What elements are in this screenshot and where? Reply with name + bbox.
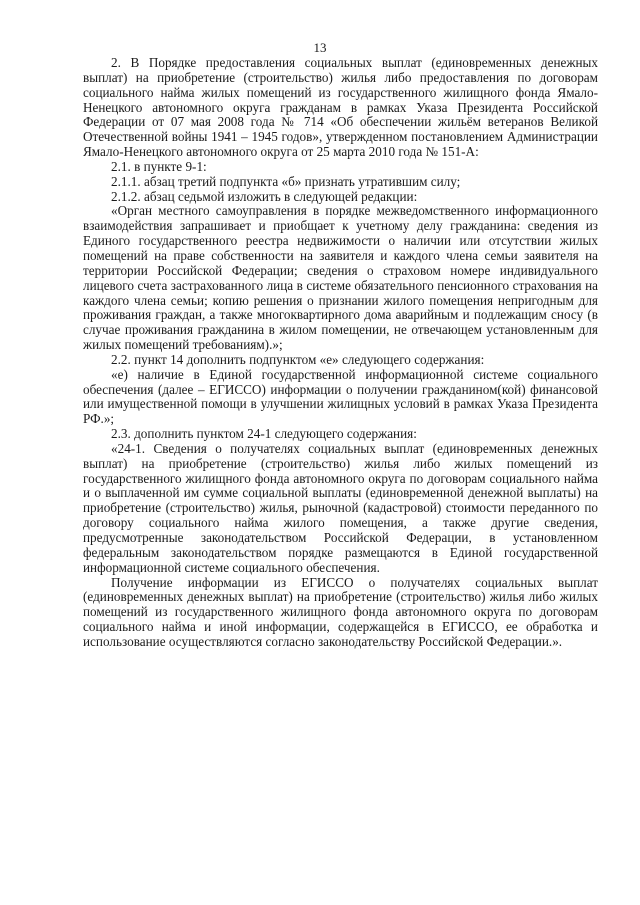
- paragraph-item-2-1: 2.1. в пункте 9-1:: [111, 158, 207, 174]
- page-number: 13: [313, 40, 327, 55]
- paragraph-item-2-3: 2.3. дополнить пунктом 24-1 следующего содержания:: [111, 426, 417, 442]
- document-body: [83, 56, 598, 650]
- paragraph-item-24-1: «24-1. Сведения о получателях социальных выплат (единовременных денежных выплат) на приобретение (строительство) жилья либо жилых помещений из государственного жилищного фонда автономного округа по договорам социального найма и о выплаченной им сумме социальной выплаты (единовременной денежной выплаты) на приобретение (строительство) жилья, рыночной (кадастровой) стоимости переданного по договору социального найма жилого помещения, а также другие сведения, предусмотренные законодательством Российской Федерации, в установленном федеральным законодательством порядке размещаются в Единой государственной информационной системе социального обеспечения.: [83, 440, 598, 575]
- paragraph-amendment-intro: 2. В Порядке предоставления социальных выплат (единовременных денежных выплат) на приобретение (строительство) жилья либо предоставления по договорам социального найма жилых помещений из государственного жилищного фонда Ямало-Ненецкого автономного округа гражданам в рамках Указа Президента Российской Федерации от 07 мая 2008 года № 714 «Об обеспечении жильём ветеранов Великой Отечественной войны 1941 – 1945 годов», утвержденном постановлением Администрации Ямало-Ненецкого автономного округа от 25 марта 2010 года № 151-А:: [83, 55, 598, 160]
- paragraph-egisso-usage: Получение информации из ЕГИССО о получателях социальных выплат (единовременных денежных выплат) на приобретение (строительство) жилья либо жилых помещений из государственного жилищного фонда автономного округа по договорам социального найма и иной информации, содержащейся в ЕГИССО, ее обработка и использование осуществляются согласно законодательству Российской Федерации.».: [83, 574, 598, 649]
- paragraph-new-wording-abzac-7: «Орган местного самоуправления в порядке межведомственного информационного взаимодействия запрашивает и приобщает к учетному делу гражданина: сведения из Единого государственного реестра недвижимости о наличии или отсутствии жилых помещений на праве собственности на заявителя и каждого члена семьи заявителя на территории Российской Федерации; сведения о страховом номере индивидуального лицевого счета застрахованного лица в системе обязательного пенсионного страхования на каждого члена семьи; копию решения о признании жилого помещения непригодным для проживания граждан, а также многоквартирного дома аварийным и подлежащим сносу (в случае проживания гражданина в жилом помещении, не отвечающем установленным для жилых помещений требованиям).»;: [83, 203, 598, 353]
- paragraph-item-2-2: 2.2. пункт 14 дополнить подпунктом «е» следующего содержания:: [111, 351, 485, 367]
- paragraph-item-2-1-2: 2.1.2. абзац седьмой изложить в следующей редакции:: [111, 188, 418, 204]
- paragraph-item-2-1-1: 2.1.1. абзац третий подпункта «б» признать утратившим силу;: [111, 173, 461, 189]
- paragraph-subitem-e: «е) наличие в Единой государственной информационной системе социального обеспечения (далее – ЕГИССО) информации о получении гражданином(кой) финансовой или имущественной помощи в улучшении жилищных условий в рамках Указа Президента РФ.»;: [83, 366, 598, 427]
